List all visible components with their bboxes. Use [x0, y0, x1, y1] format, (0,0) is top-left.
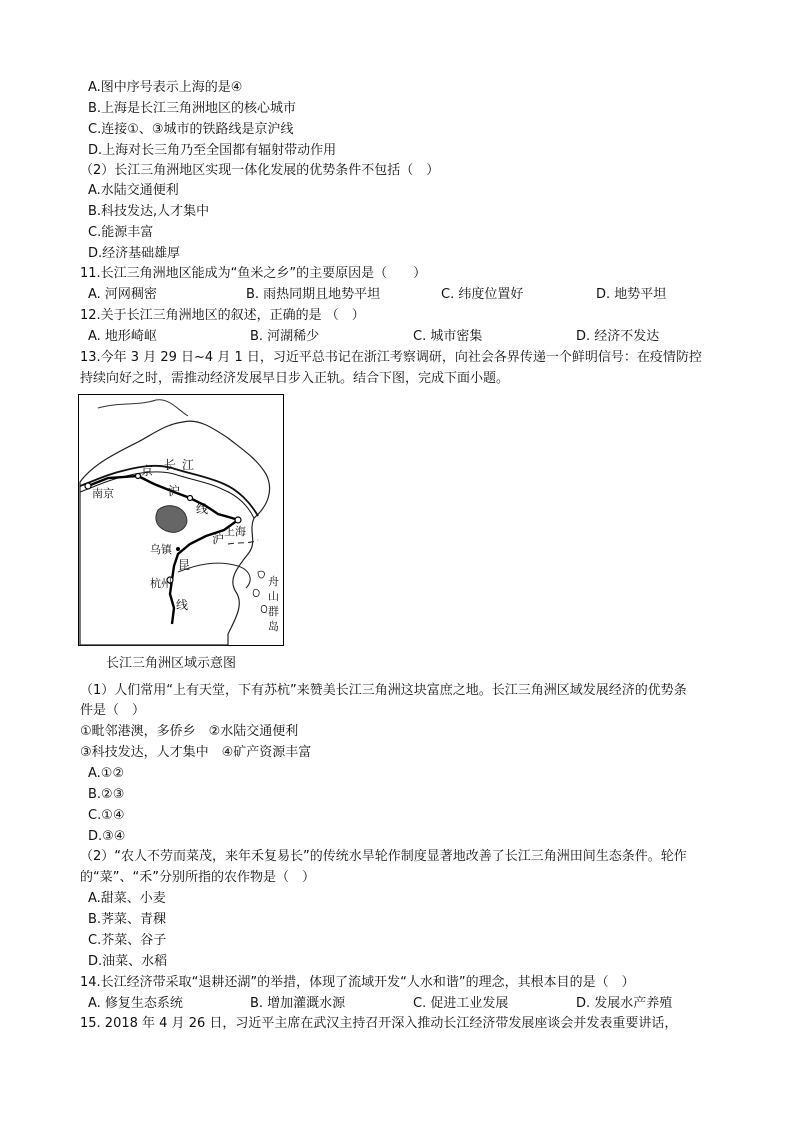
- statement-options: ①毗邻港澳，多侨乡 ②水陆交通便利: [80, 724, 299, 739]
- option-c: C. 促进工业发展: [413, 996, 509, 1011]
- lake-tai: [156, 506, 187, 533]
- statement-options: ③科技发达，人才集中 ④矿产资源丰富: [80, 745, 312, 760]
- city-wuzhen: [176, 547, 180, 551]
- label-hu: 沪: [212, 532, 225, 546]
- city-nanjing: [85, 483, 91, 489]
- option-c: C.芥菜、谷子: [88, 933, 167, 948]
- option-b: B.②③: [88, 787, 125, 802]
- label-zhoushan: 舟: [268, 575, 279, 588]
- yangtze-delta-map: [78, 394, 284, 646]
- option-c: C.能源丰富: [88, 225, 154, 240]
- option-d: D. 发展水产养殖: [576, 996, 673, 1011]
- option-a: A.图中序号表示上海的是④: [88, 80, 243, 95]
- option-d: D. 地势平坦: [596, 287, 667, 302]
- option-c: C. 城市密集: [413, 329, 483, 344]
- option-a: A.①②: [88, 766, 125, 781]
- option-d: D. 经济不发达: [576, 329, 660, 344]
- label-hangzhou: 杭州: [150, 577, 172, 590]
- option-a: A.甜菜、小麦: [88, 891, 166, 906]
- question-stem: （2）长江三角洲地区实现一体化发展的优势条件不包括（ ）: [80, 163, 440, 178]
- label-zhoushan: 群: [268, 605, 279, 618]
- question-stem: 14.长江经济带采取“退耕还湖”的举措，体现了流域开发“人水和谐”的理念，其根本目的是（ ）: [80, 975, 635, 990]
- question-stem: 12.关于长江三角洲地区的叙述，正确的是 （ ）: [80, 308, 365, 323]
- option-b: B. 河湖稀少: [250, 329, 320, 344]
- option-c: C. 纬度位置好: [441, 287, 524, 302]
- option-b: B.科技发达,人才集中: [88, 204, 210, 219]
- option-b: B. 雨热同期且地势平坦: [246, 287, 381, 302]
- option-a: A. 修复生态系统: [88, 996, 183, 1011]
- question-stem-cont: 持续向好之时，需推动经济发展早日步入正轨。结合下图，完成下面小题。: [80, 371, 510, 386]
- label-xian: 线: [176, 598, 189, 612]
- label-shanghai: 上海: [224, 525, 246, 538]
- option-c: C.①④: [88, 808, 125, 823]
- option-d: D.经济基础雄厚: [88, 246, 181, 261]
- question-stem: 11.长江三角洲地区能成为“鱼米之乡”的主要原因是（ ）: [80, 266, 427, 281]
- question-stem: 15. 2018 年 4 月 26 日，习近平主席在武汉主持召开深入推动长江经济带发展座谈会并发表重要讲话，: [80, 1016, 678, 1031]
- label-kun: 昆: [178, 558, 191, 572]
- label-hu: 沪: [168, 484, 181, 498]
- option-b: B.荠菜、青稞: [88, 912, 167, 927]
- label-zhoushan: 岛: [268, 620, 279, 633]
- option-c: C.连接①、③城市的铁路线是京沪线: [88, 122, 294, 137]
- label-wuzhen: 乌镇: [150, 543, 172, 556]
- question-stem-cont: 件是（ ）: [80, 703, 146, 718]
- question-stem-cont: 的“菜”、“禾”分别所指的农作物是（ ）: [80, 870, 315, 885]
- label-jing: 京: [141, 464, 154, 478]
- city: [188, 496, 193, 501]
- option-b: B. 增加灌溉水源: [250, 996, 346, 1011]
- option-d: D.油菜、水稻: [88, 954, 168, 969]
- city: [136, 474, 141, 479]
- question-stem: （2）“农人不劳而菜茂，来年禾复易长”的传统水旱轮作制度显著地改善了长江三角洲田间生态条件。轮作: [80, 849, 687, 864]
- option-d: D.上海对长三角乃至全国都有辐射带动作用: [88, 143, 337, 158]
- option-d: D.③④: [88, 829, 126, 844]
- question-stem: 13.今年 3 月 29 日~4 月 1 日，习近平总书记在浙江考察调研，向社会各界传递一个鲜明信号：在疫情防控: [80, 350, 702, 365]
- label-jiang: 江: [182, 458, 195, 472]
- option-a: A. 地形崎岖: [88, 329, 157, 344]
- label-chang: 长: [164, 458, 177, 472]
- label-nanjing: 南京: [92, 487, 114, 500]
- option-b: B.上海是长江三角洲地区的核心城市: [88, 101, 297, 116]
- map-caption: 长江三角洲区域示意图: [106, 656, 237, 671]
- label-xian: 线: [196, 502, 209, 516]
- label-zhoushan: 山: [268, 590, 279, 603]
- option-a: A.水陆交通便利: [88, 183, 179, 198]
- option-a: A. 河网稠密: [88, 287, 157, 302]
- question-stem: （1）人们常用“上有天堂，下有苏杭”来赞美长江三角洲这块富庶之地。长江三角洲区域发展经济的优势条: [80, 683, 687, 698]
